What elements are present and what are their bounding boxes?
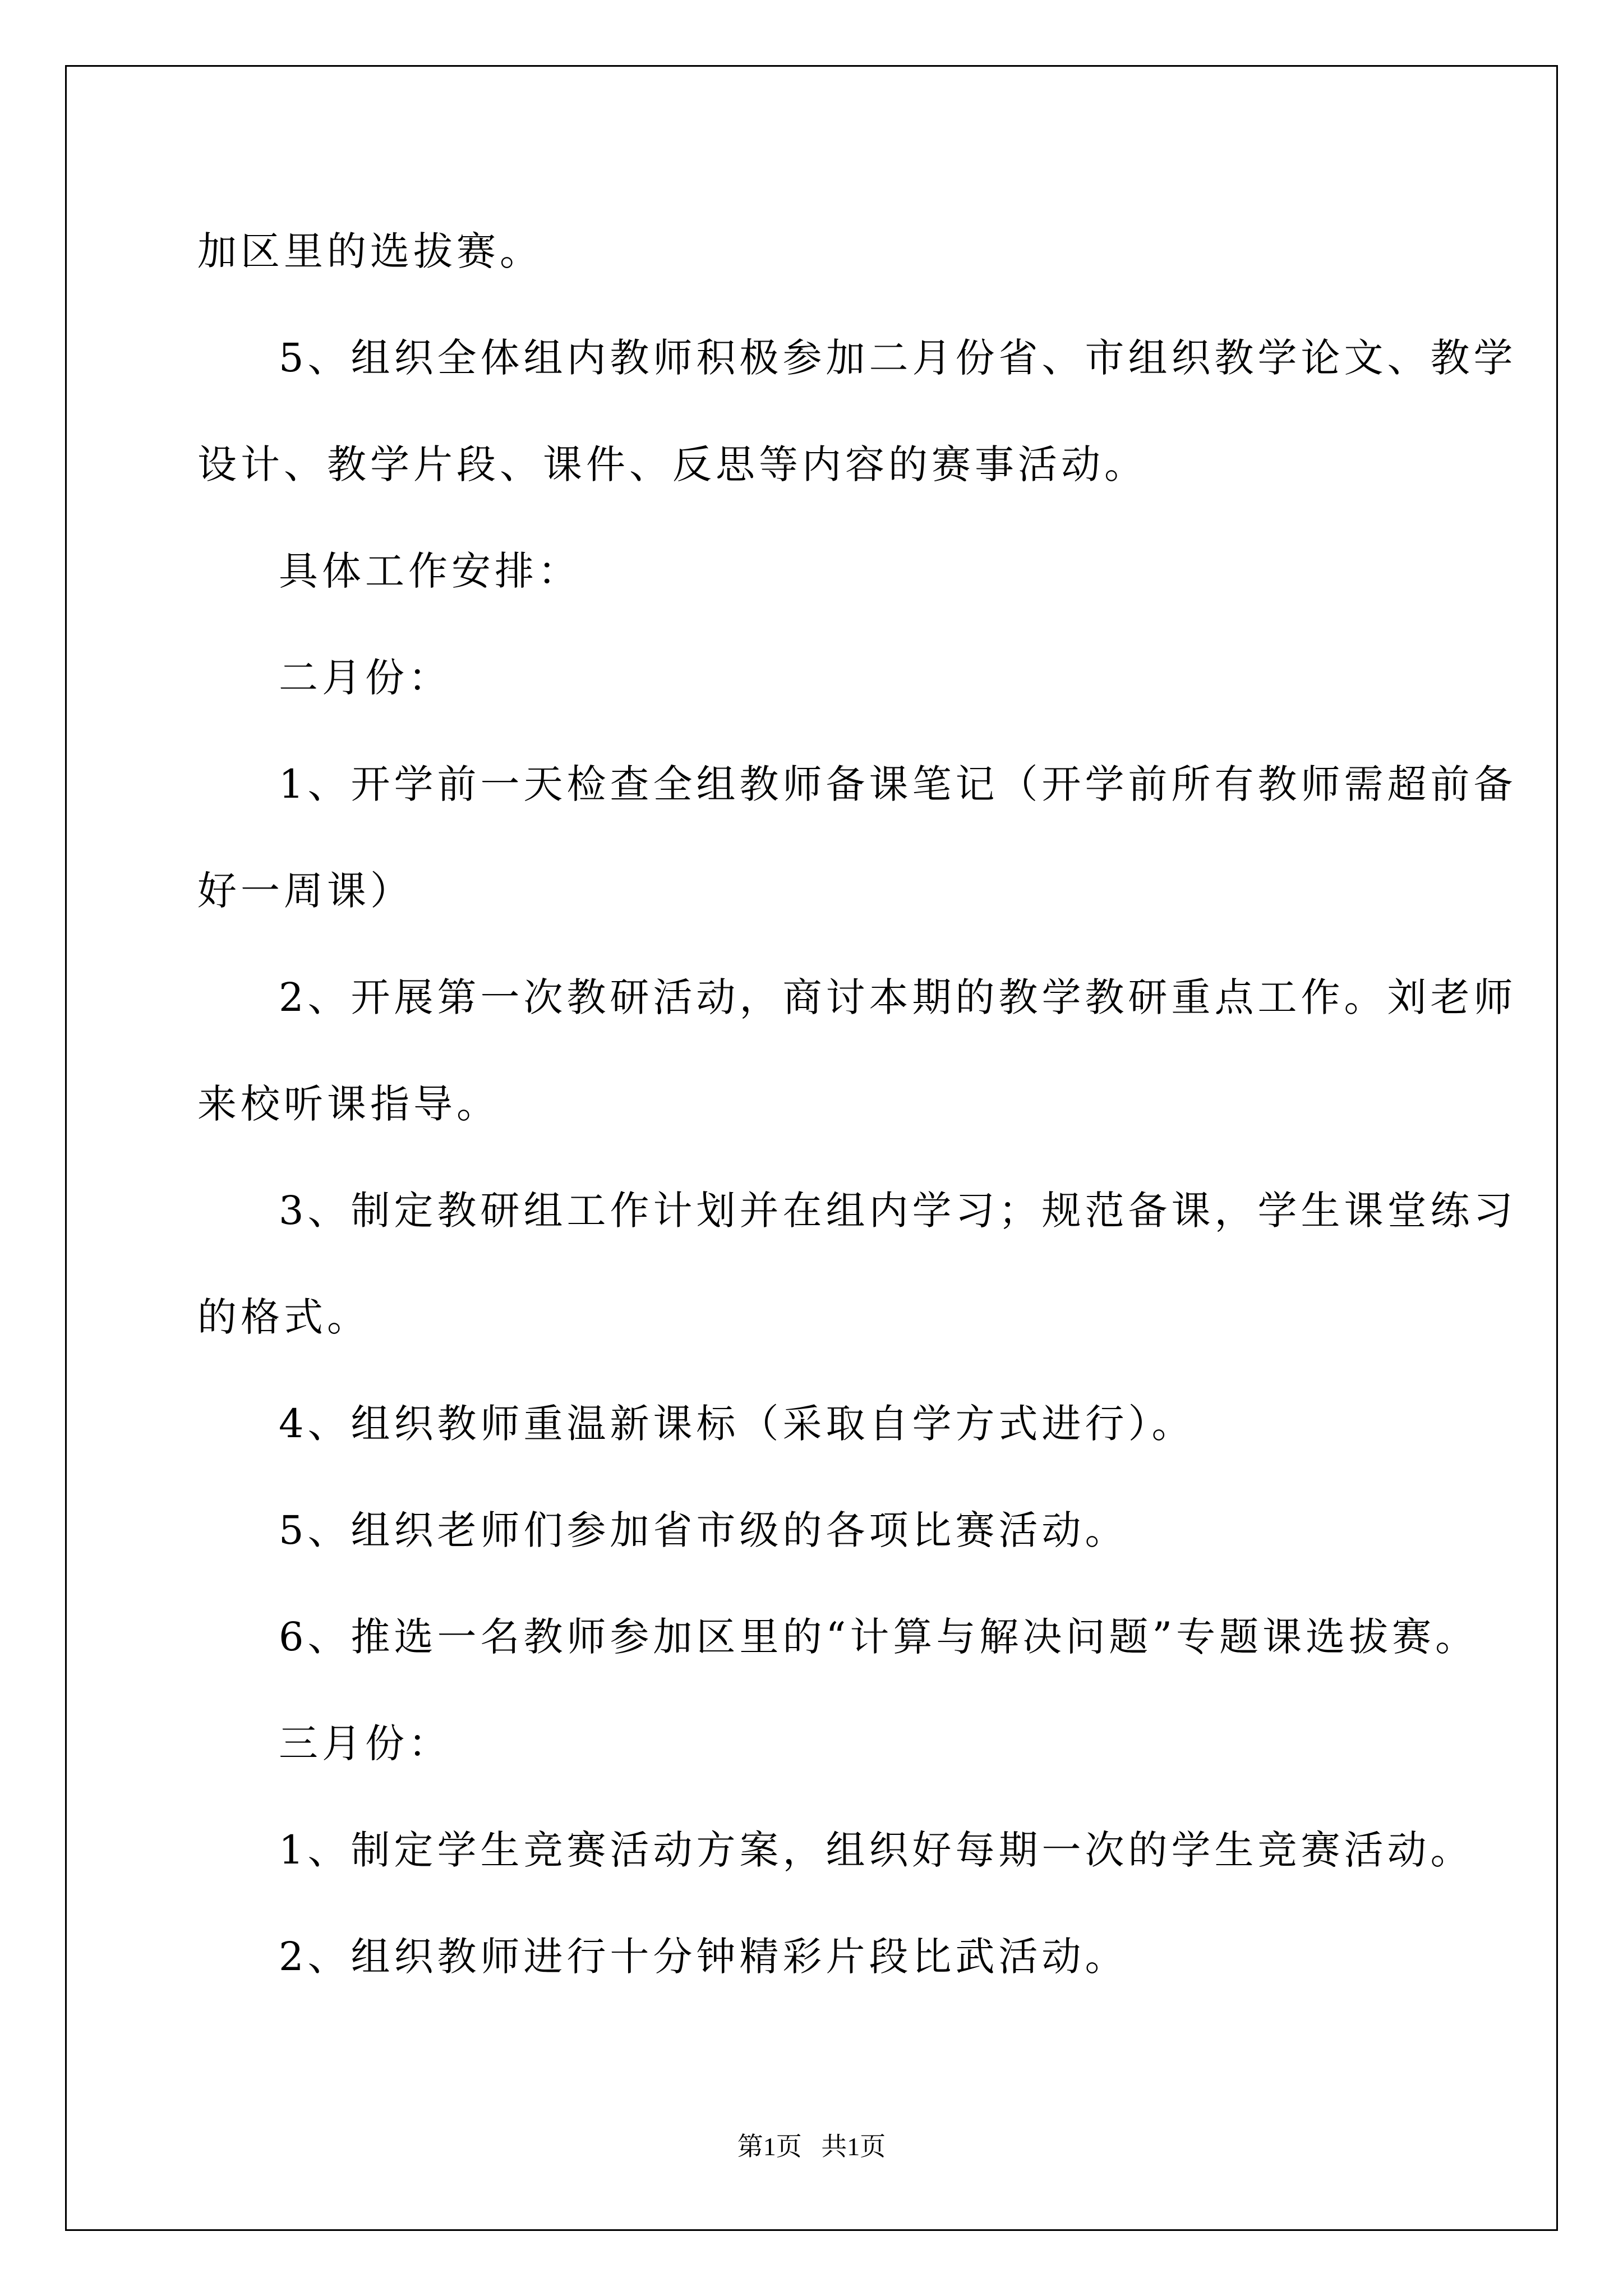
text-line: 来校听课指导。	[197, 1081, 500, 1127]
text-line: 三月份：	[279, 1720, 451, 1766]
text-line: 5、组织老师们参加省市级的各项比赛活动。	[279, 1507, 1128, 1553]
text-line: 3、制定教研组工作计划并在组内学习；规范备课，学生课堂练习	[279, 1188, 1517, 1234]
text-line: 的格式。	[197, 1294, 370, 1340]
text-line: 2、开展第一次教研活动，商讨本期的教学教研重点工作。刘老师	[279, 974, 1517, 1020]
text-line: 设计、教学片段、课件、反思等内容的赛事活动。	[197, 441, 1147, 487]
text-line: 1、开学前一天检查全组教师备课笔记（开学前所有教师需超前备	[279, 761, 1517, 807]
page-number-footer: 第1页 共1页	[737, 2132, 886, 2161]
text-line: 二月份：	[279, 655, 451, 701]
text-line: 具体工作安排：	[279, 548, 581, 594]
text-line: 好一周课）	[197, 868, 413, 914]
text-line: 5、组织全体组内教师积极参加二月份省、市组织教学论文、教学	[279, 335, 1517, 381]
text-line: 6、推选一名教师参加区里的“计算与解决问题”专题课选拔赛。	[279, 1614, 1479, 1660]
page-border	[65, 65, 1558, 2231]
text-line: 4、组织教师重温新课标（采取自学方式进行）。	[279, 1401, 1195, 1447]
text-line: 1、制定学生竞赛活动方案，组织好每期一次的学生竞赛活动。	[279, 1827, 1474, 1873]
text-line: 2、组织教师进行十分钟精彩片段比武活动。	[279, 1934, 1128, 1980]
text-line: 加区里的选拔赛。	[197, 228, 543, 274]
